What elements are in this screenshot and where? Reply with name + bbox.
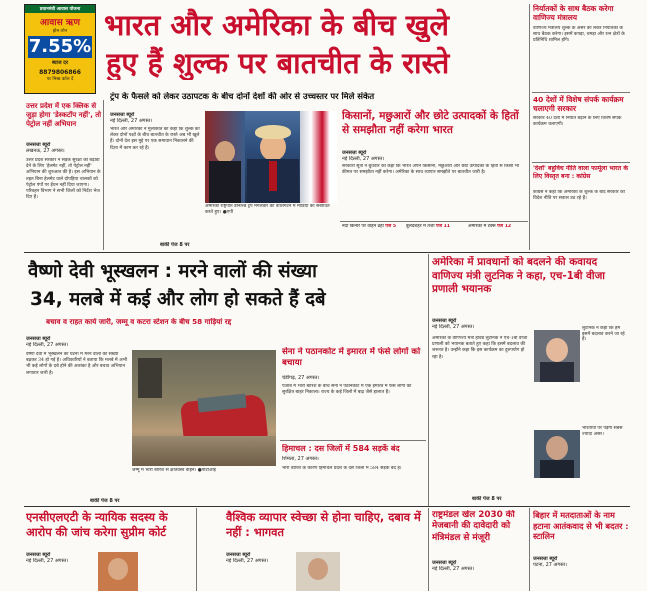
bottom-dateline-2: नई दिल्ली, 27 अगस्त। [226, 558, 269, 564]
lead-deck: ट्रंप के फैसले को लेकर उठापटक के बीच दोनों देशों की ओर से उच्चस्तर पर मिले संकेत [110, 92, 375, 101]
himachal-body: भारी बारिश के कारण हिमाचल प्रदेश के दस जिलों में 584 सड़कें बंद हैं। [282, 466, 402, 471]
strip-item-3[interactable] [468, 224, 526, 244]
bottom-headline-4: बिहार में मतदाताओं के नाम हटाना आतंकवाद से भी बदतर : स्टालिन [533, 510, 629, 542]
ad-rate: 7.55% [28, 36, 92, 57]
strip-item-2-page: पेज 11 [435, 224, 450, 229]
mid-headline-2: 34, मलबे में कई और लोग हो सकते हैं दबे [30, 289, 326, 310]
mid-byline: जनसत्ता ब्यूरो [26, 336, 51, 342]
sena-body: पंजाब में भारी बारिश के बीच सेना ने पठानकोट में एक इमारत में फंसे लोगों को सुरक्षित बाहर निकाला। राज्य के कई जिलों में बाढ़ जैसे हालात हैं। [282, 384, 412, 396]
left-body: उत्तर प्रदेश सरकार ने सड़क सुरक्षा को बढ़ावा देने के लिए 'हेलमेट नहीं, तो पेट्रोल नहीं' अभियान की शुरुआत की है। इस अभियान के तहत बिना हेलमेट वाले दोपहिया चालकों को पेट्रोल पंपों पर ईंधन नहीं दिया जाएगा। परिवहन विभाग ने सभी जिलों को निर्देश भेज दिए हैं। [26, 158, 101, 201]
lead-byline: जनसत्ता ब्यूरो [110, 112, 135, 118]
ad-note: पर मिस्ड कॉल दें [46, 77, 74, 82]
bottom-dateline-1: नई दिल्ली, 27 अगस्त। [26, 558, 69, 564]
mid-body: वैष्णो देवी में भूस्खलन की घटना में मरने वालों की संख्या बढ़कर 34 हो गई है। अधिकारियों ने बताया कि मलबे में अभी भी कई लोगों के दबे होने की आशंका है और बचाव अभियान लगातार जारी है। [26, 352, 128, 376]
strip-item-1[interactable] [342, 224, 404, 244]
lead-body-2 [237, 160, 238, 161]
visa-continued: बाकी पेज 8 पर [472, 496, 502, 502]
ad-subtitle: होम लोन [52, 29, 68, 34]
ad-label: आवास ऋण [40, 18, 80, 28]
lead-sub-dateline: नई दिल्ली, 27 अगस्त। [342, 156, 385, 162]
lead-headline-1: भारत और अमेरिका के बीच खुले [104, 8, 450, 42]
ad-top: प्रधानमंत्री आवास योजना [25, 5, 95, 13]
sena-headline: सेना ने पठानकोट में इमारत में फंसे लोगों को बचाया [282, 347, 421, 368]
bottom-headline-2: वैश्विक व्यापार स्वेच्छा से होना चाहिए, दबाव में नहीं : भागवत [226, 510, 421, 539]
strip-item-1-page: पेज 5 [385, 224, 397, 229]
bottom-headline-1: एनसीएलएटी के न्यायिक सदस्य के आरोप की जांच करेगा सुप्रीम कोर्ट [26, 510, 168, 539]
mid-deck: बचाव व राहत कार्य जारी, जम्मू व कटरा स्टेशन के बीच 58 गाड़ियां रद्द [46, 318, 232, 326]
lead-sub-byline: जनसत्ता ब्यूरो [342, 150, 367, 156]
bottom-headline-3: राष्ट्रमंडल खेल 2030 की मेजबानी की दावेदारी को मंत्रिमंडल से मंजूरी [432, 510, 515, 543]
visa-byline: जनसत्ता ब्यूरो [432, 318, 457, 324]
visa-photo-2 [534, 430, 580, 478]
visa-dateline: नई दिल्ली, 27 अगस्त। [432, 324, 475, 330]
ad-phone: 8879806866 [39, 69, 81, 76]
bottom-photo-1 [98, 552, 138, 591]
himachal-dateline: शिमला, 27 अगस्त। [282, 456, 319, 462]
right-body-3: कांग्रेस ने कहा कि अमेरिका के शुल्क के बाद सरकार की विदेश नीति पर सवाल उठ रहे हैं। [533, 190, 625, 202]
visa-quote-1: लुटनिक ने कहा कि हम इसमें बदलाव करने जा रहे हैं। [582, 326, 625, 343]
mid-dateline: नई दिल्ली, 27 अगस्त। [26, 342, 69, 348]
lead-sub-body: सरकारी सूत्रों ने बुधवार को कहा कि भारत अपने किसानों, मछुआरों और छोटे उत्पादकों के हितों से किसी भी कीमत पर समझौता नहीं करेगा। अमेरिका के साथ व्यापार समझौते पर बातचीत जारी है। [342, 164, 520, 176]
lead-headline-2: हुए हैं शुल्क पर बातचीत के रास्ते [106, 46, 450, 80]
strip-item-1-text: नदी किनारे पर वाहन ढहा [342, 224, 384, 229]
himachal-headline: हिमाचल : दस जिलों में 584 सड़कें बंद [282, 444, 400, 453]
strip-item-2-text: बुलंदशहर में तेजी [406, 224, 435, 229]
bottom-dateline-3: नई दिल्ली, 27 अगस्त। [432, 566, 475, 572]
lead-body-1: भारत और अमेरिका ने मुलाकात को कहा कि शुल्क को लेकर दोनों पक्षों के बीच बातचीत के रास्ते अब भी खुले हैं। दोनों देश इस मुद्दे पर एक समाधान निकालने की दिशा में काम कर रहे हैं। [110, 127, 200, 151]
bottom-byline-1: जनसत्ता ब्यूरो [26, 552, 51, 558]
visa-headline: अमेरिका में प्रावधानों को बदलने की कवायद वाणिज्य मंत्री लुटनिक ने कहा, एच-1बी वीजा प्रणाली भयानक [432, 256, 605, 296]
lead-photo-caption: अमेरिकी राष्ट्रपति डोनाल्ड ट्रंप मंगलवार को वॉशिंगटन में मीडिया को संबोधित करते हुए। ●एपी [205, 204, 330, 215]
right-headline-1: निर्यातकों के साथ बैठक करेगा वाणिज्य मंत्रालय [533, 4, 614, 23]
strip-item-3-page: पेज 12 [497, 224, 512, 229]
mid-photo-caption: जम्मू में भारी बारिश से क्षतिग्रस्त वाहन। ●पीटीआई [132, 468, 216, 473]
visa-body: अमेरिका के वाणिज्य मंत्री हावर्ड लुटनिक ने एच-1बी वीजा प्रणाली को भयानक बताते हुए कहा कि इसमें बदलाव की जरूरत है। उन्होंने कहा कि इस कार्यक्रम का दुरुपयोग हो रहा है। [432, 336, 528, 360]
left-byline: जनसत्ता ब्यूरो [26, 142, 51, 148]
sena-dateline: चंडीगढ़, 27 अगस्त। [282, 375, 320, 381]
lead-sub-headline: किसानों, मछुआरों और छोटे उत्पादकों के हितों से समझौता नहीं करेगा भारत [342, 110, 519, 136]
mid-continued: बाकी पेज 8 पर [90, 498, 120, 504]
right-headline-3: 'देशों' बहुविध नीति वाला फार्मूला भारत के लिए विस्तृत बना : कांग्रेस [533, 165, 629, 180]
left-headline: उत्तर प्रदेश में एक क्लिक से जुड़ा होगा 'डेस्कटॉप नहीं', तो पेट्रोल नहीं अभियान [26, 102, 102, 128]
right-body-1: वाणिज्य मंत्रालय शुल्क के असर को लेकर निर्यातकों के साथ बैठक करेगा। इसमें कपड़ा, चमड़ा और रत्न क्षेत्रों के प्रतिनिधि शामिल होंगे। [533, 26, 625, 44]
bottom-dateline-4: पटना, 27 अगस्त। [533, 562, 567, 568]
mid-headline-1: वैष्णो देवी भूस्खलन : मरने वालों की संख्या [28, 261, 317, 282]
visa-photo-1 [534, 330, 580, 382]
bottom-byline-4: जनसत्ता ब्यूरो [533, 556, 558, 562]
strip-item-3-text: अमेरिका में टैक्स [468, 224, 496, 229]
bottom-byline-3: जनसत्ता ब्यूरो [432, 560, 457, 566]
ad-unit: ब्याज दर [51, 60, 69, 66]
lead-photo [205, 111, 337, 203]
bottom-photo-2 [296, 552, 340, 591]
lead-dateline: नई दिल्ली, 27 अगस्त। [110, 118, 153, 124]
lead-continued: बाकी पेज 8 पर [160, 242, 190, 248]
bottom-byline-2: जनसत्ता ब्यूरो [226, 552, 251, 558]
right-body-2: सरकार 40 देशों में निर्यात बढ़ाने के लिए विशेष संपर्क कार्यक्रम चलाएगी। [533, 116, 622, 128]
strip-item-2[interactable] [406, 224, 466, 244]
ad-box[interactable] [24, 4, 96, 94]
mid-photo [132, 350, 276, 466]
visa-quote-2: भारतीयों पर पड़ेगा सबसे ज्यादा असर। [582, 426, 623, 437]
left-dateline: लखनऊ, 27 अगस्त। [26, 148, 65, 154]
right-headline-2: 40 देशों में विशेष संपर्क कार्यक्रम चलाएगी सरकार [533, 95, 624, 114]
